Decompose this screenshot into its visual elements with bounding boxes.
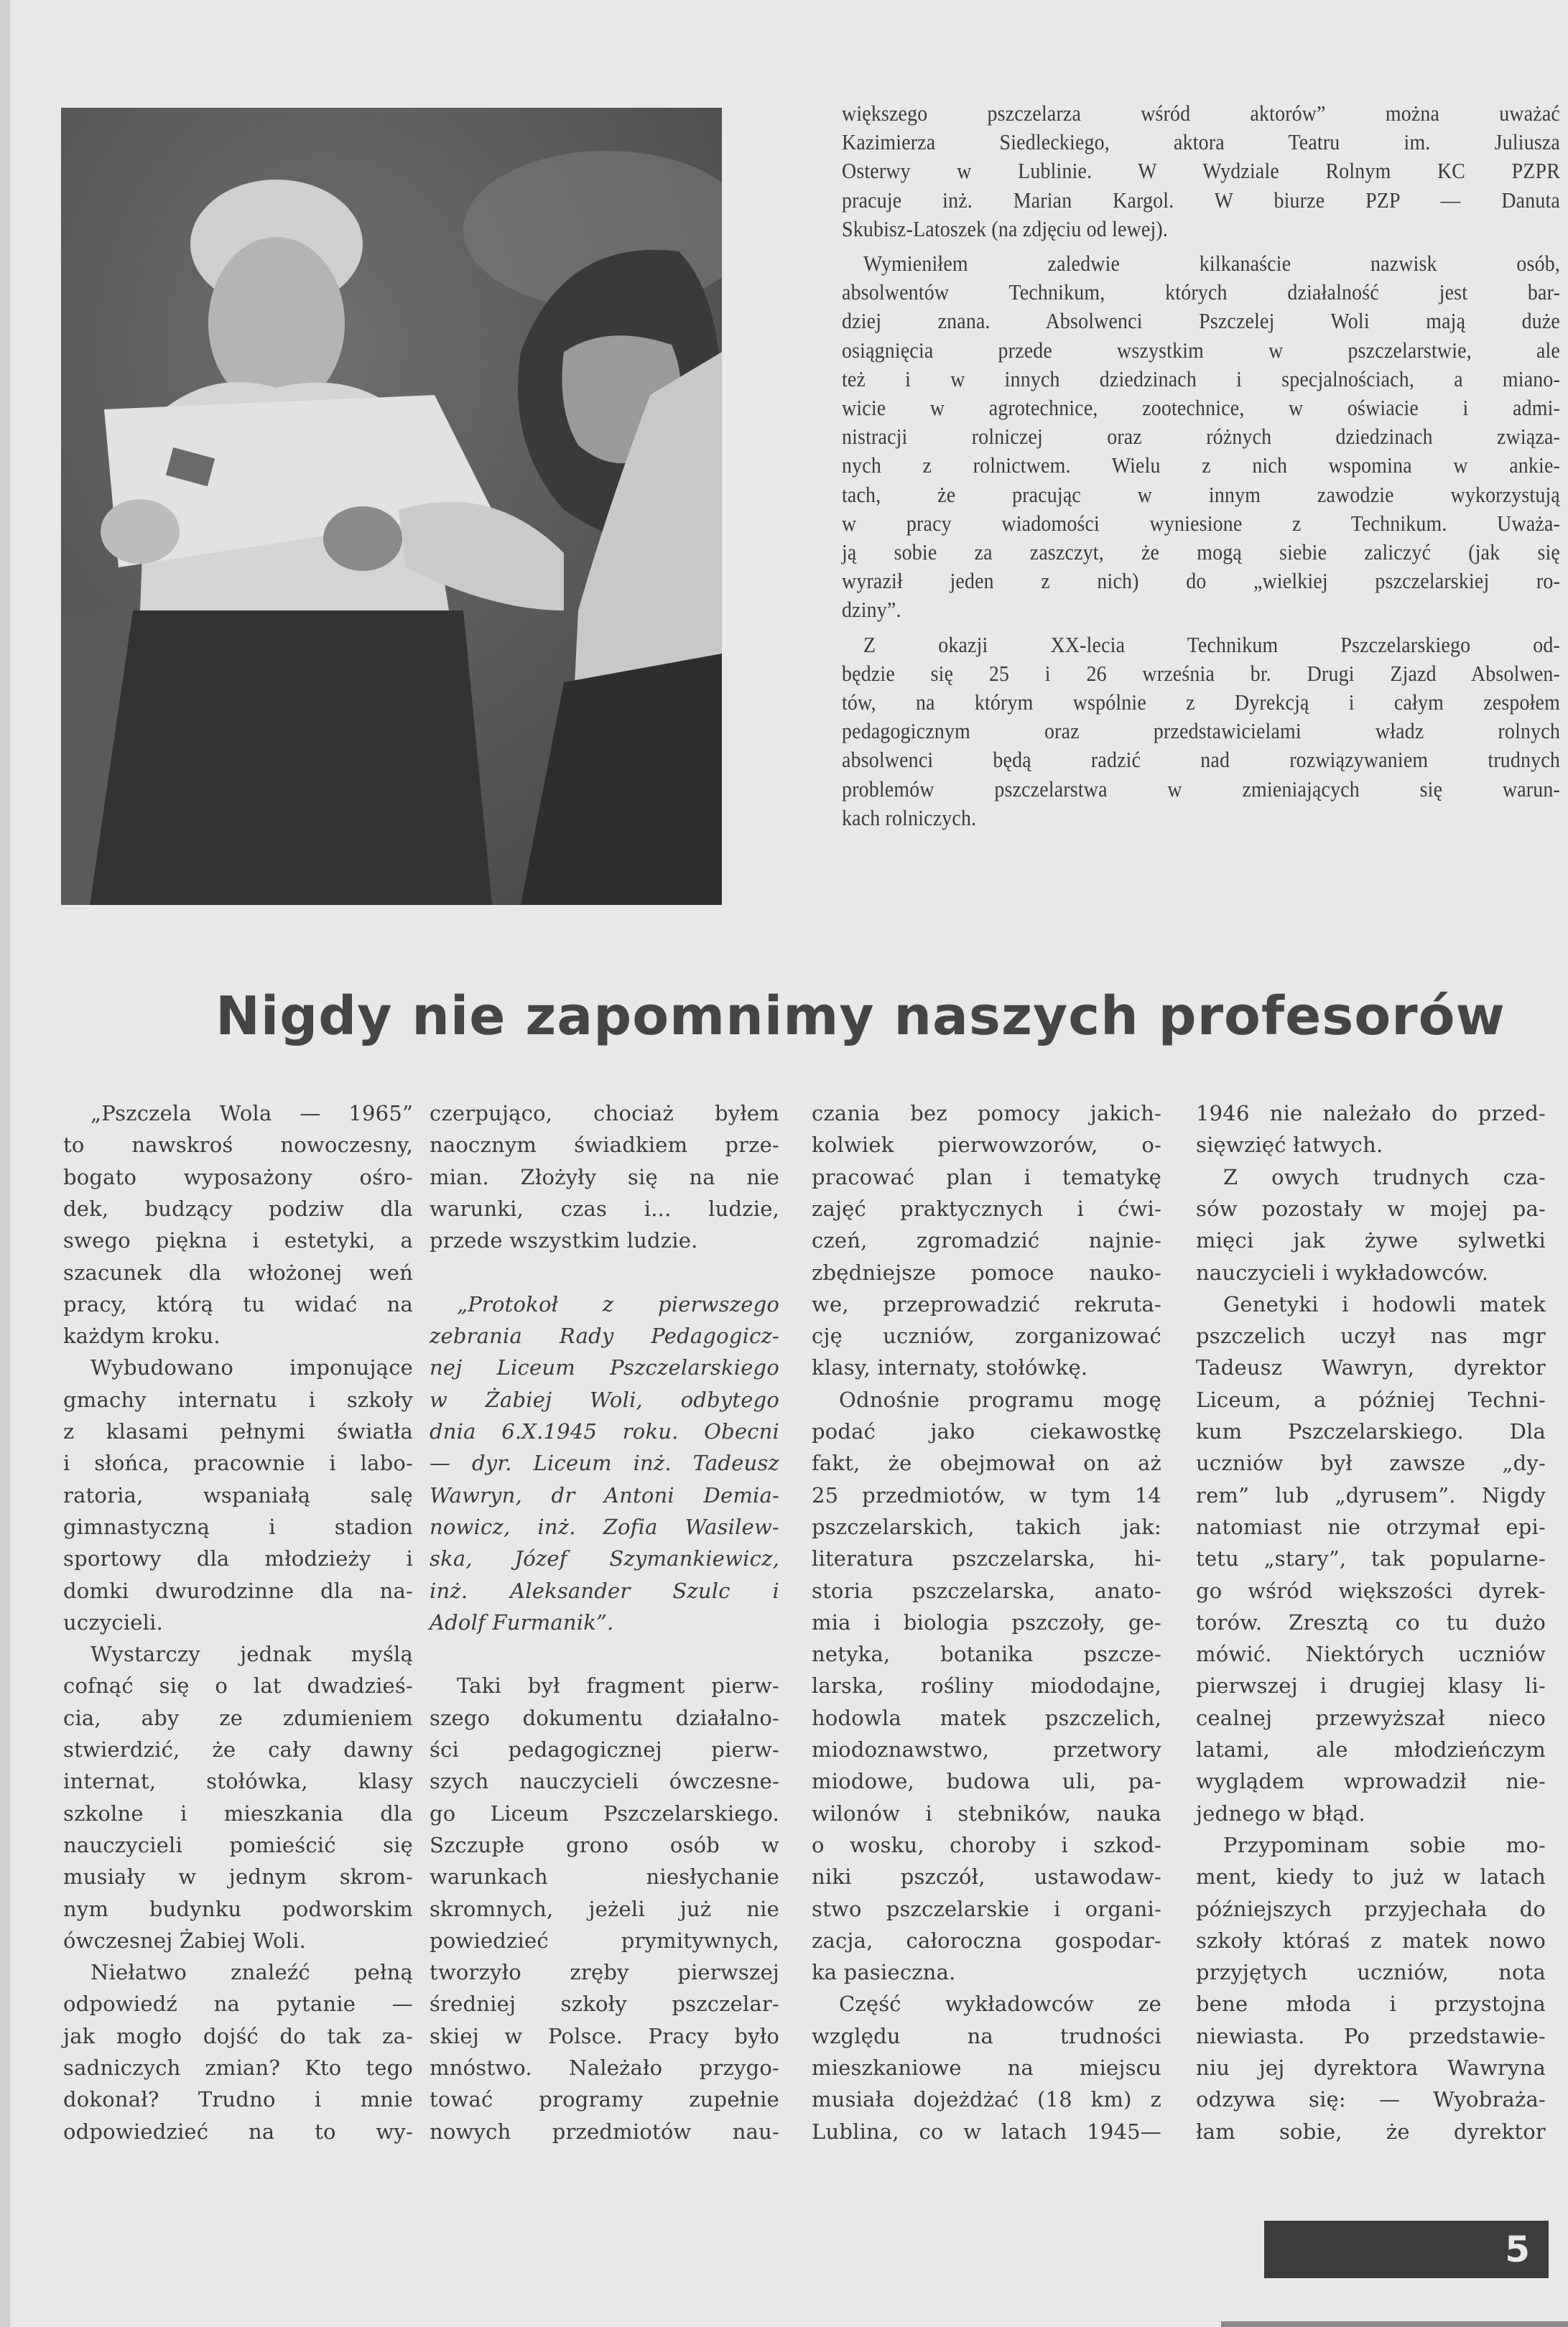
text-line: będzie się 25 i 26 września br. Drugi Zjazd Absolwen- <box>842 660 1560 686</box>
text-line: tów, na którym wspólnie z Dyrekcją i całym zespołem <box>842 689 1560 715</box>
text-line: dziej znana. Absolwenci Pszczelej Woli mają duże <box>842 308 1560 334</box>
text-line: ka pasieczna. <box>812 1960 956 1985</box>
text-line: ści pedagogicznej pierw- <box>430 1737 779 1762</box>
text-line: Genetyki i hodowli matek <box>1223 1291 1546 1316</box>
text-line: sów pozostały w mojej pa- <box>1196 1196 1546 1221</box>
text-line: wyglądem wprowadził nie- <box>1196 1769 1546 1794</box>
text-line: miodowe, budowa uli, pa- <box>812 1769 1161 1794</box>
text-line: szacunek dla włożonej weń <box>63 1260 413 1285</box>
text-line: natomiast nie otrzymał epi- <box>1196 1514 1546 1539</box>
page-number-bar <box>1264 2221 1549 2278</box>
text-line: Część wykładowców ze <box>839 1992 1161 2017</box>
text-line: nauczycieli i wykładowców. <box>1196 1260 1489 1285</box>
text-line: nej Liceum Pszczelarskiego <box>430 1355 779 1380</box>
text-line: nym budynku podworskim <box>63 1896 413 1921</box>
text-line: swego piękna i estetyki, a <box>63 1228 413 1253</box>
text-line: to nawskroś nowoczesny, <box>63 1133 413 1158</box>
text-line: pracuje inż. Marian Kargol. W biurze PZP — Danuta <box>842 187 1560 213</box>
text-line: w Żabiej Woli, odbytego <box>430 1387 779 1412</box>
text-line: go Liceum Pszczelarskiego. <box>430 1801 779 1826</box>
text-line: tetu „stary”, tak popularne- <box>1196 1546 1546 1571</box>
text-line: kach rolniczych. <box>842 804 977 830</box>
text-line: kolwiek pierwowzorów, o- <box>812 1133 1161 1158</box>
text-line: ska, Józef Szymankiewicz, <box>430 1546 779 1571</box>
text-line: podać jako ciekawostkę <box>812 1419 1161 1444</box>
text-line: dnia 6.X.1945 roku. Obecni <box>430 1419 779 1444</box>
text-line: mieszkaniowe na miejscu <box>812 2056 1161 2080</box>
text-line: storia pszczelarska, anato- <box>812 1578 1161 1603</box>
text-line: Adolf Furmanik”. <box>430 1610 614 1635</box>
text-line: szego dokumentu działalno- <box>430 1705 779 1730</box>
text-line: nauczycieli pomieścić się <box>63 1832 413 1857</box>
text-line: Niełatwo znaleźć pełną <box>91 1960 413 1985</box>
text-line: niewiasta. Po przedstawie- <box>1196 2023 1546 2048</box>
text-line: Wawryn, dr Antoni Demia- <box>430 1482 779 1508</box>
text-line: też i w innych dziedzinach i specjalnościach, a miano- <box>842 366 1560 391</box>
text-line: nowicz, inż. Zofia Wasilew- <box>430 1514 779 1539</box>
text-line: fakt, że obejmował on aż <box>812 1451 1161 1476</box>
text-line: mia i biologia pszczoły, ge- <box>812 1610 1161 1635</box>
bottom-rule <box>1221 2321 1568 2327</box>
text-line: we, przeprowadzić rekruta- <box>812 1291 1161 1316</box>
text-line: tować programy zupełnie <box>430 2087 779 2112</box>
text-line: w pracy wiadomości wyniesione z Technikum. Uważa- <box>842 510 1560 536</box>
text-line: o wosku, choroby i szkod- <box>812 1832 1161 1857</box>
text-line: kum Pszczelarskiego. Dla <box>1196 1419 1546 1444</box>
text-line: inż. Aleksander Szulc i <box>430 1578 779 1603</box>
text-line: Skubisz-Latoszek (na zdjęciu od lewej). <box>842 215 1169 241</box>
text-line: naocznym świadkiem prze- <box>430 1133 779 1158</box>
text-line: odzywa się: — Wyobraża- <box>1196 2087 1546 2112</box>
text-line: średniej szkoły pszczelar- <box>430 1992 779 2017</box>
text-line: Szczupłe grono osób w <box>430 1832 779 1857</box>
text-line: niki pszczół, ustawodaw- <box>812 1864 1161 1890</box>
text-line: zacja, całoroczna gospodar- <box>812 1928 1161 1953</box>
text-line: przede wszystkim ludzie. <box>430 1228 698 1253</box>
text-line: Taki był fragment pierw- <box>457 1673 779 1699</box>
text-line: nych z rolnictwem. Wielu z nich wspomina w ankie- <box>842 452 1560 478</box>
text-line: Osterwy w Lublinie. W Wydziale Rolnym KC PZPR <box>842 158 1560 184</box>
text-line: czerpująco, chociaż byłem <box>430 1101 779 1125</box>
text-line: sadniczych zmian? Kto tego <box>63 2056 413 2080</box>
text-line: pracy, którą tu widać na <box>63 1291 413 1316</box>
text-line: cofnąć się o lat dwadzieś- <box>63 1673 413 1699</box>
text-line: dek, budzący podziw dla <box>63 1196 413 1221</box>
text-line: cealnej przewyższał nieco <box>1196 1705 1546 1730</box>
text-line: pedagogicznym oraz przedstawicielami władz rolnych <box>842 718 1560 744</box>
text-line: larska, rośliny miododajne, <box>812 1673 1161 1699</box>
text-line: powiedzieć prymitywnych, <box>430 1928 779 1953</box>
text-line: dokonał? Trudno i mnie <box>63 2087 413 2112</box>
paper-edge <box>0 0 10 2327</box>
text-line: 1946 nie należało do przed- <box>1196 1101 1546 1125</box>
text-line: ment, kiedy to już w latach <box>1196 1864 1546 1890</box>
text-line: jednego w błąd. <box>1196 1801 1365 1826</box>
text-line: wicie w agrotechnice, zootechnice, w oświacie i admi- <box>842 395 1560 420</box>
text-line: pszczelich uczył nas mgr <box>1196 1324 1546 1349</box>
text-line: mięci jak żywe sylwetki <box>1196 1228 1546 1253</box>
text-line: bene młoda i przystojna <box>1196 1992 1546 2017</box>
text-line: Tadeusz Wawryn, dyrektor <box>1196 1355 1546 1380</box>
text-line: Z owych trudnych cza- <box>1223 1164 1546 1189</box>
text-line: i słońca, pracownie i labo- <box>63 1451 413 1476</box>
text-line: niu jej dyrektora Wawryna <box>1196 2056 1546 2080</box>
text-line: klasy, internaty, stołówkę. <box>812 1355 1088 1380</box>
text-line: szkoły któraś z matek nowo <box>1196 1928 1546 1953</box>
text-line: sportowy dla młodzieży i <box>63 1546 413 1571</box>
text-line: „Protokoł z pierwszego <box>457 1291 779 1316</box>
text-line: większego pszczelarza wśród aktorów” można uważać <box>842 101 1560 126</box>
text-line: torów. Zresztą co tu dużo <box>1196 1610 1546 1635</box>
text-line: nistracji rolniczej oraz różnych dziedzinach związa- <box>842 424 1560 450</box>
text-line: gmachy internatu i szkoły <box>63 1387 413 1412</box>
text-line: Wymieniłem zaledwie kilkanaście nazwisk osób, <box>863 251 1560 276</box>
text-line: literatura pszczelarska, hi- <box>812 1546 1161 1571</box>
text-line: miodoznawstwo, przetwory <box>812 1737 1161 1762</box>
text-line: Przypominam sobie mo- <box>1223 1832 1546 1857</box>
text-line: bogato wyposażony ośro- <box>63 1164 413 1189</box>
text-line: Wystarczy jednak myślą <box>91 1642 413 1667</box>
text-line: hodowla matek pszczelich, <box>812 1705 1161 1730</box>
text-line: Kazimierza Siedleckiego, aktora Teatru im. Juliusza <box>842 129 1560 155</box>
text-line: odpowiedzieć na to wy- <box>63 2119 413 2144</box>
text-line: domki dwurodzinne dla na- <box>63 1578 413 1603</box>
text-line: warunki, czas i... ludzie, <box>430 1196 779 1221</box>
text-line: tach, że pracując w innym zawodzie wykorzystują <box>842 481 1560 507</box>
text-line: mnóstwo. Należało przygo- <box>430 2056 779 2080</box>
article-headline: Nigdy nie zapomnimy naszych profesorów <box>215 985 1506 1047</box>
text-line: łam sobie, że dyrektor <box>1196 2119 1546 2144</box>
text-line: netyka, botanika pszcze- <box>812 1642 1161 1667</box>
text-line: czeń, zgromadzić najnie- <box>812 1228 1161 1253</box>
photo-illustration <box>61 108 722 905</box>
text-line: Z okazji XX-lecia Technikum Pszczelarskiego od- <box>863 631 1560 657</box>
text-line: przyjętych uczniów, nota <box>1196 1960 1546 1985</box>
text-line: internat, stołówka, klasy <box>63 1769 413 1794</box>
text-line: dziny”. <box>842 597 901 623</box>
text-line: ratoria, wspaniałą salę <box>63 1482 413 1508</box>
text-line: rem” lub „dyrusem”. Nigdy <box>1196 1482 1546 1508</box>
text-line: zajęć praktycznych i ćwi- <box>812 1196 1161 1221</box>
text-line: ówczesnej Żabiej Woli. <box>63 1928 307 1953</box>
text-line: ją sobie za zaszczyt, że mogą siebie zaliczyć (jak się <box>842 539 1560 565</box>
text-line: względu na trudności <box>812 2023 1161 2048</box>
text-line: skiej w Polsce. Pracy było <box>430 2023 779 2048</box>
text-line: szych nauczycieli ówczesne- <box>430 1769 779 1794</box>
text-line: stwo pszczelarskie i organi- <box>812 1896 1161 1921</box>
text-line: cia, aby ze zdumieniem <box>63 1705 413 1730</box>
text-line: warunkach niesłychanie <box>430 1864 779 1890</box>
text-line: szkolne i mieszkania dla <box>63 1801 413 1826</box>
text-line: późniejszych przyjechała do <box>1196 1896 1546 1921</box>
text-line: mówić. Niektórych uczniów <box>1196 1642 1546 1667</box>
text-line: pracować plan i tematykę <box>812 1164 1161 1189</box>
text-line: Odnośnie programu mogę <box>839 1387 1161 1412</box>
text-line: mian. Złożyły się na nie <box>430 1164 779 1189</box>
text-line: zbędniejsze pomoce nauko- <box>812 1260 1161 1285</box>
text-line: uczniów był zawsze „dy- <box>1196 1451 1546 1476</box>
text-line: nowych przedmiotów nau- <box>430 2119 779 2144</box>
text-line: czania bez pomocy jakich- <box>812 1101 1161 1125</box>
text-line: jak mogło dojść do tak za- <box>63 2023 413 2048</box>
text-line: Wybudowano imponujące <box>91 1355 413 1380</box>
text-line: cję uczniów, zorganizować <box>812 1324 1161 1349</box>
text-line: stwierdzić, że cały dawny <box>63 1737 413 1762</box>
text-line: z klasami pełnymi światła <box>63 1419 413 1444</box>
page-number: 5 <box>1505 2229 1530 2270</box>
text-line: go wśród większości dyrek- <box>1196 1578 1546 1603</box>
text-line: Lublina, co w latach 1945— <box>812 2119 1161 2144</box>
text-line: — dyr. Liceum inż. Tadeusz <box>430 1451 779 1476</box>
text-line: tworzyło zręby pierwszej <box>430 1960 779 1985</box>
text-line: absolwentów Technikum, których działalność jest bar- <box>842 279 1560 305</box>
text-line: uczycieli. <box>63 1610 164 1635</box>
text-line: pierwszej i drugiej klasy li- <box>1196 1673 1546 1699</box>
text-line: gimnastyczną i stadion <box>63 1514 413 1539</box>
text-line: „Pszczela Wola — 1965” <box>91 1101 413 1125</box>
text-line: pszczelarskich, takich jak: <box>812 1514 1161 1539</box>
text-line: wyraził jeden z nich) do „wielkiej pszczelarskiej ro- <box>842 568 1560 594</box>
text-line: osiągnięcia przede wszystkim w pszczelarstwie, ale <box>842 337 1560 363</box>
text-line: odpowiedź na pytanie — <box>63 1992 413 2017</box>
text-line: latami, ale młodzieńczym <box>1196 1737 1546 1762</box>
photo-two-women-reading <box>61 108 722 905</box>
text-line: problemów pszczelarstwa w zmieniających się warun- <box>842 776 1560 802</box>
text-line: każdym kroku. <box>63 1324 221 1349</box>
text-line: wilonów i stebników, nauka <box>812 1801 1161 1826</box>
text-line: musiała dojeżdżać (18 km) z <box>812 2087 1161 2112</box>
text-line: absolwenci będą radzić nad rozwiązywaniem trudnych <box>842 747 1560 773</box>
text-line: Liceum, a później Techni- <box>1196 1387 1546 1412</box>
text-line: 25 przedmiotów, w tym 14 <box>812 1482 1161 1508</box>
text-line: musiały w jednym skrom- <box>63 1864 413 1890</box>
text-line: sięwzięć łatwych. <box>1196 1133 1383 1158</box>
text-line: zebrania Rady Pedagogicz- <box>430 1324 779 1349</box>
text-line: skromnych, jeżeli już nie <box>430 1896 779 1921</box>
